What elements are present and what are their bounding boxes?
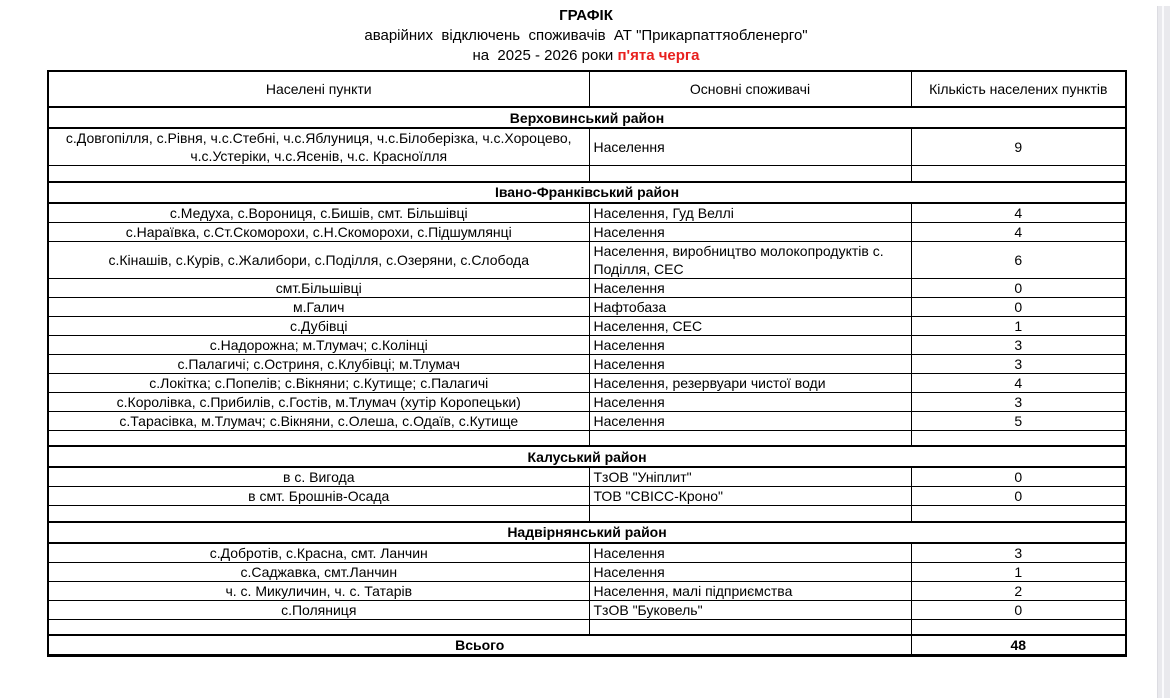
consumers-cell: [589, 430, 911, 446]
page-title: ГРАФІК: [559, 7, 613, 24]
consumers-cell: Населення: [589, 222, 911, 241]
consumers-cell: ТзОВ "Буковель": [589, 600, 911, 619]
count-cell: [911, 506, 1126, 522]
places-cell: с.Королівка, с.Прибилів, с.Гостів, м.Тлумач (хутір Коропецьки): [48, 392, 589, 411]
places-cell: с.Саджавка, смт.Ланчин: [48, 562, 589, 581]
consumers-cell: Населення, виробництво молокопродуктів с. Поділля, СЕС: [589, 241, 911, 278]
empty-row: [48, 166, 1126, 182]
count-cell: [911, 166, 1126, 182]
consumers-cell: [589, 619, 911, 635]
period-text: на 2025 - 2026 роки: [472, 47, 618, 64]
table-row: [48, 562, 1126, 581]
places-cell: [48, 430, 589, 446]
places-cell: с.Кінашів, с.Курів, с.Жалибори, с.Поділля, с.Озеряни, с.Слобода: [48, 241, 589, 278]
col-header-places: Населені пункти: [48, 71, 589, 107]
section-title: Надвірнянський район: [48, 522, 1126, 543]
places-cell: с.Дубівці: [48, 316, 589, 335]
count-cell: 3: [911, 543, 1126, 563]
document-page: [0, 6, 1170, 698]
consumers-cell: Населення: [589, 278, 911, 297]
count-cell: [911, 430, 1126, 446]
queue-label: п'ята черга: [617, 47, 700, 64]
consumers-cell: Нафтобаза: [589, 297, 911, 316]
count-cell: 0: [911, 467, 1126, 487]
places-cell: с.Локітка; с.Попелів; с.Вікняни; с.Кутище; с.Палагичі: [48, 373, 589, 392]
count-cell: 1: [911, 562, 1126, 581]
consumers-cell: ТОВ "СВІСС-Кроно": [589, 487, 911, 506]
section-title: Верховинський район: [48, 107, 1126, 128]
consumers-cell: Населення: [589, 128, 911, 166]
consumers-cell: Населення: [589, 354, 911, 373]
scrollbar-inner-line: [1162, 6, 1164, 698]
count-cell: 0: [911, 600, 1126, 619]
table-row: [48, 600, 1126, 619]
places-cell: с.Нараївка, с.Ст.Скоморохи, с.Н.Скоморохи, с.Підшумлянці: [48, 222, 589, 241]
total-row: [48, 635, 1126, 656]
table-row: [48, 581, 1126, 600]
consumers-cell: ТзОВ "Уніплит": [589, 467, 911, 487]
count-cell: 0: [911, 278, 1126, 297]
document-header: [47, 6, 1125, 66]
count-cell: [911, 619, 1126, 635]
count-cell: 4: [911, 222, 1126, 241]
table-row: [48, 128, 1126, 166]
table-row: [48, 354, 1126, 373]
consumers-cell: Населення: [589, 392, 911, 411]
count-cell: 2: [911, 581, 1126, 600]
table-row: [48, 467, 1126, 487]
consumers-cell: Населення, Гуд Веллі: [589, 203, 911, 223]
table-row: [48, 373, 1126, 392]
count-cell: 0: [911, 487, 1126, 506]
table-row: [48, 411, 1126, 430]
section-row: [48, 107, 1126, 128]
consumers-cell: Населення, малі підприємства: [589, 581, 911, 600]
places-cell: с.Поляниця: [48, 600, 589, 619]
count-cell: 3: [911, 335, 1126, 354]
count-cell: 5: [911, 411, 1126, 430]
places-cell: [48, 506, 589, 522]
table-row: [48, 543, 1126, 563]
section-row: [48, 182, 1126, 203]
consumers-cell: Населення, СЕС: [589, 316, 911, 335]
count-cell: 3: [911, 392, 1126, 411]
count-cell: 4: [911, 373, 1126, 392]
col-header-count: Кількість населених пунктів: [911, 71, 1126, 107]
consumers-cell: Населення: [589, 411, 911, 430]
places-cell: [48, 166, 589, 182]
table-row: [48, 392, 1126, 411]
count-cell: 9: [911, 128, 1126, 166]
consumers-cell: [589, 166, 911, 182]
places-cell: с.Палагичі; с.Остриня, с.Клубівці; м.Тлумач: [48, 354, 589, 373]
places-cell: в с. Вигода: [48, 467, 589, 487]
page-subtitle: аварійних відключень споживачів АТ "Прикарпаттяобленерго": [364, 27, 808, 44]
places-cell: [48, 619, 589, 635]
total-value: 48: [911, 635, 1126, 656]
scrollbar-track[interactable]: [1157, 6, 1170, 698]
table-row: [48, 222, 1126, 241]
table-row: [48, 203, 1126, 223]
total-label: Всього: [48, 635, 911, 656]
col-header-consumers: Основні споживачі: [589, 71, 911, 107]
section-row: [48, 446, 1126, 467]
table-row: [48, 335, 1126, 354]
section-title: Івано-Франківський район: [48, 182, 1126, 203]
consumers-cell: Населення: [589, 335, 911, 354]
count-cell: 1: [911, 316, 1126, 335]
consumers-cell: Населення: [589, 562, 911, 581]
consumers-cell: [589, 506, 911, 522]
outage-schedule-table: [47, 70, 1127, 657]
count-cell: 4: [911, 203, 1126, 223]
places-cell: с.Добротів, с.Красна, смт. Ланчин: [48, 543, 589, 563]
count-cell: 3: [911, 354, 1126, 373]
places-cell: с.Довгопілля, с.Рівня, ч.с.Стебні, ч.с.Яблуниця, ч.с.Білоберізка, ч.с.Хороцево, ч.с.Устеріки, ч.с.Ясенів, ч.с. Красноїлля: [48, 128, 589, 166]
table-row: [48, 241, 1126, 278]
table-header-row: [48, 71, 1126, 107]
places-cell: м.Галич: [48, 297, 589, 316]
empty-row: [48, 506, 1126, 522]
places-cell: ч. с. Микуличин, ч. с. Татарів: [48, 581, 589, 600]
section-row: [48, 522, 1126, 543]
section-title: Калуський район: [48, 446, 1126, 467]
count-cell: 6: [911, 241, 1126, 278]
places-cell: с.Тарасівка, м.Тлумач; с.Вікняни, с.Олеша, с.Одаїв, с.Кутище: [48, 411, 589, 430]
table-row: [48, 487, 1126, 506]
empty-row: [48, 619, 1126, 635]
places-cell: с.Надорожна; м.Тлумач; с.Колінці: [48, 335, 589, 354]
table-row: [48, 278, 1126, 297]
consumers-cell: Населення: [589, 543, 911, 563]
places-cell: с.Медуха, с.Ворониця, с.Бишів, смт. Більшівці: [48, 203, 589, 223]
places-cell: в смт. Брошнів-Осада: [48, 487, 589, 506]
table-row: [48, 297, 1126, 316]
table-row: [48, 316, 1126, 335]
places-cell: смт.Більшівці: [48, 278, 589, 297]
page-period-line: [47, 46, 1125, 66]
consumers-cell: Населення, резервуари чистої води: [589, 373, 911, 392]
empty-row: [48, 430, 1126, 446]
count-cell: 0: [911, 297, 1126, 316]
